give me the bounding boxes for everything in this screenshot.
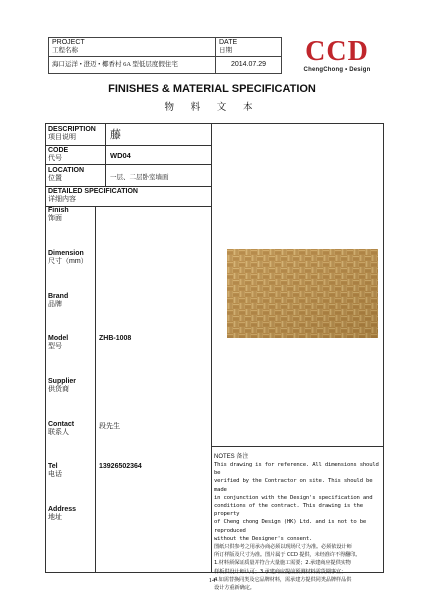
description-value: 藤 [110,129,121,141]
dimension-label: Dimension 尺寸（mm） [48,250,88,265]
label-value-divider-bottom [95,206,96,573]
notes-line: conditions of the contract. This drawing is the property [214,503,363,518]
code-label: CODE 代号 [48,147,69,162]
location-label: LOCATION 位置 [48,167,85,182]
date-label-cell [216,38,282,57]
page-title: FINISHES & MATERIAL SPECIFICATION [108,83,316,95]
model-label: Model 型号 [48,335,69,350]
notes-body [214,461,380,592]
ccd-logo [296,36,378,76]
rattan-material-swatch [227,249,378,338]
notes-line: without the Designer's consent. [214,535,313,542]
detailed-spec-label: DETAILED SPECIFICATION 详细内容 [48,188,138,203]
code-value: WD04 [110,151,131,160]
row-divider-4 [45,206,211,207]
page-number: 14 [208,577,216,584]
notes-title: NOTES 备注 [214,454,249,460]
notes-line: 1.材料须保证质量并符合大量施工需要；2.承建商应提供实物 [214,560,351,567]
logo-text: CCD [305,36,369,67]
row-divider-3 [45,186,211,187]
tel-label: Tel 电话 [48,463,62,478]
description-label: DESCRIPTION 项目说明 [48,126,96,141]
brand-label: Brand 品牌 [48,293,69,308]
project-label-en: PROJECT [52,39,85,46]
notes-line: 所订样版及尺寸为准。图片属于 CCD 提供，未经准许不得翻印。 [214,552,361,559]
notes-line: 4.如需替换同类及它品牌材料，需承建方提供同类品牌样品供 [214,576,352,583]
date-label-en: DATE [219,39,238,46]
supplier-label: Supplier 供货商 [48,378,77,393]
project-value: 海口运洋 • 澄迈 • 椰香村 6A 型低层度假住宅 [49,57,216,74]
model-value: ZHB-1008 [99,335,132,342]
notes-line: in conjunction with the Design's specification and [214,494,373,501]
notes-line: 图纸只供参考之用承办商必须以现场尺寸为准。必须依设计师 [214,544,352,551]
finish-label: Finish 饰面 [48,207,69,222]
project-label-cell [49,38,216,57]
page-subtitle: 物 料 文 本 [164,102,260,113]
contact-label: Contact 联系人 [48,421,75,436]
row-divider-1 [45,145,211,146]
center-divider [211,123,212,573]
project-label-cn: 工程名称 [52,47,78,54]
project-header-table [48,37,282,74]
tel-value: 13926502364 [99,463,142,470]
location-value: 一层、二层卧室墙面 [110,174,169,181]
notes-line: of Cheng chong Design (HK) Ltd. and is not to be reproduced [214,519,367,534]
address-label: Address 地址 [48,506,77,521]
notes-line: 样板供设计师认可；3.承建商应提前预测材料需货期事宜； [214,568,347,575]
notes-line: This drawing is for reference. All dimensions should be [214,462,379,477]
row-divider-2 [45,164,211,165]
notes-line: 设计方重新确定。 [214,585,255,592]
notes-line: verified by the Contractor on site. This should be made [214,478,373,493]
notes-divider [211,446,384,447]
date-label-cn: 日期 [219,47,232,54]
label-value-divider-top [105,123,106,186]
date-value: 2014.07.29 [216,57,282,74]
logo-subtext: ChengChong • Design [303,67,371,73]
contact-value: 段先生 [99,423,120,430]
